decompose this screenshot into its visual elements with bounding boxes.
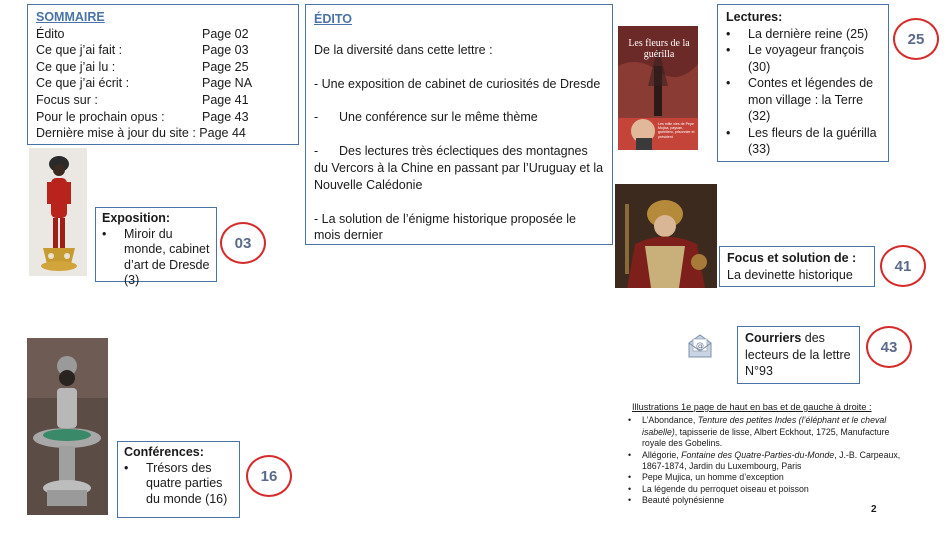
courriers-page-badge[interactable]: 43: [866, 326, 912, 368]
lectures-item[interactable]: • Le voyageur françois (30): [726, 42, 880, 75]
courriers-text[interactable]: des lecteurs de la lettre N°93: [745, 331, 851, 378]
sommaire-label: Édito: [36, 26, 65, 41]
sommaire-page: Page 43: [202, 109, 249, 124]
sommaire-page: Page NA: [202, 76, 253, 91]
lectures-box: [717, 4, 889, 162]
sommaire-page: Page 41: [202, 92, 249, 107]
lectures-item[interactable]: • La dernière reine (25): [726, 26, 880, 43]
lectures-item[interactable]: • Les fleurs de la guérilla (33): [726, 125, 880, 158]
sommaire-page: Page 25: [202, 59, 249, 74]
conferences-title: Conférences:: [124, 445, 204, 459]
sommaire-label: Ce que j’ai fait :: [36, 43, 123, 58]
illustrations-credits: [614, 402, 914, 507]
book-cover-subtitle: Les mille vies de Pepe Mujica, paysan, guérillero, prisonnier et président: [658, 122, 695, 139]
credit-title: Tenture des petites Indes (l’éléphant et le cheval isabelle): [642, 415, 887, 437]
exposition-title: Exposition:: [102, 211, 171, 225]
sommaire-row[interactable]: [36, 26, 290, 43]
illustration-credit: [628, 415, 914, 449]
courriers-box: [737, 326, 860, 384]
sommaire-page: Page 03: [202, 43, 249, 58]
conferences-box: [117, 441, 240, 518]
focus-page-badge[interactable]: 41: [880, 245, 926, 287]
conferences-page-badge[interactable]: 16: [246, 455, 292, 497]
page-number: 2: [871, 504, 877, 515]
edito-paragraph: - La solution de l’énigme historique proposée le mois dernier: [314, 211, 576, 243]
edito-paragraph: De la diversité dans cette lettre :: [314, 42, 493, 57]
sommaire-label: Focus sur :: [36, 92, 98, 107]
book-cover-title: Les fleurs de la guérilla: [628, 38, 690, 60]
credit-text: La légende du perroquet oiseau et poisson: [642, 483, 809, 494]
credit-text: Allégorie,: [642, 449, 682, 460]
sommaire-row[interactable]: [36, 125, 290, 142]
conferences-item[interactable]: • Trésors des quatre parties du monde (16): [124, 461, 233, 508]
edito-box: [305, 4, 613, 245]
lectures-page-badge[interactable]: 25: [893, 18, 939, 60]
exposition-box: [95, 207, 217, 287]
credit-text: L’Abondance,: [642, 415, 698, 426]
edito-paragraph: - Des lectures très éclectiques des montagnes du Vercors à la Chine en passant par l’Uruguay et la Nouvelle Calédonie: [314, 144, 607, 192]
focus-box: [719, 246, 875, 287]
courriers-title: Courriers: [745, 331, 802, 345]
lectures-title: Lectures:: [726, 10, 783, 24]
sommaire-page: Page 44: [199, 126, 246, 141]
illustration-credit: [628, 450, 914, 473]
credit-title: Fontaine des Quatre-Parties-du-Monde: [681, 449, 835, 460]
svg-text:@: @: [696, 341, 704, 350]
credit-text: Beauté polynésienne: [642, 495, 725, 506]
sommaire-page: Page 02: [202, 26, 249, 41]
sommaire-label: Ce que j’ai écrit :: [36, 76, 130, 91]
edito-paragraph: - Une exposition de cabinet de curiosités de Dresde: [314, 76, 601, 91]
illustration-credit: [628, 484, 914, 495]
exposition-page-badge[interactable]: 03: [220, 222, 266, 264]
sommaire-row[interactable]: [36, 59, 290, 76]
sommaire-label: Dernière mise à jour du site :: [36, 126, 196, 141]
statuette-image[interactable]: [29, 148, 87, 276]
sommaire-row[interactable]: [36, 92, 290, 109]
sommaire-box: [27, 4, 299, 145]
silver-statuette-image[interactable]: [27, 338, 108, 515]
focus-title: Focus et solution de :: [727, 251, 857, 265]
lectures-item[interactable]: • Contes et légendes de mon village : la Terre (32): [726, 75, 880, 125]
book-cover-image[interactable]: [618, 26, 698, 150]
allegory-painting-image[interactable]: [615, 184, 717, 288]
credit-text: , tapisserie de lisse, Albert Eckhout, 1725, Manufacture royale des Gobelins.: [642, 426, 890, 449]
exposition-item[interactable]: • Miroir du monde, cabinet d’art de Dresde (3): [102, 227, 210, 289]
credit-text: , J.-B. Carpeaux, 1867-1874, Jardin du Luxembourg, Paris: [642, 449, 901, 472]
sommaire-row[interactable]: [36, 42, 290, 59]
edito-paragraph: - Une conférence sur le même thème: [314, 110, 538, 125]
sommaire-row[interactable]: [36, 75, 290, 92]
mail-icon[interactable]: [685, 331, 715, 363]
illustration-credit: [628, 472, 914, 483]
credit-text: Pepe Mujica, un homme d’exception: [642, 472, 784, 483]
focus-text[interactable]: La devinette historique: [727, 267, 853, 282]
sommaire-row[interactable]: [36, 109, 290, 126]
illustrations-heading: Illustrations 1e page de haut en bas et de gauche à droite :: [632, 402, 872, 412]
sommaire-label: Ce que j’ai lu :: [36, 59, 116, 74]
sommaire-label: Pour le prochain opus :: [36, 109, 165, 124]
edito-title: ÉDITO: [314, 12, 352, 26]
sommaire-title: SOMMAIRE: [36, 10, 105, 24]
